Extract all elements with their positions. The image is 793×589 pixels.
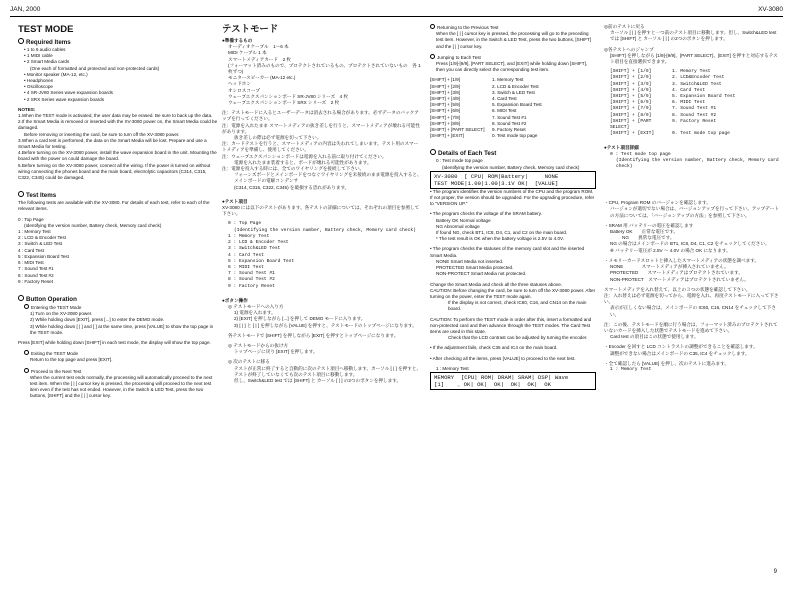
list-item: 6 : MIDI Test — [18, 260, 44, 266]
detail-text: Battery OK 正常な電圧です。 — [610, 229, 679, 235]
detail-text: ※ バッテリー電圧が 2.5V 〜 4.0V の場合 OK になります。 — [610, 247, 731, 253]
en-button-heading: Button Operation — [18, 295, 218, 304]
circle-bullet-icon — [18, 295, 24, 301]
table-row: [SHIFT] + [PART SELECT] 9. Factory Reset — [430, 127, 526, 133]
table-row: [SHIFT] + [8/9] 8. Sound Test #2 — [430, 120, 527, 126]
header-model: XV-3080 — [758, 6, 783, 13]
table-row: [SHIFT] + [EXIT] 0. Test mode top page — [430, 133, 538, 139]
detail-text: If the display is not correct, check IC60, C16, and CN14 on the main board. — [448, 300, 587, 312]
table-row: [SHIFT] + [EXIT] 0. Test mode top page — [610, 131, 730, 137]
detail-text: • The program checks the voltage of the SRAM battery. — [430, 211, 542, 217]
en-detail-points — [430, 189, 596, 372]
lcd-display-top-page — [430, 171, 596, 189]
detail-text: NG Abnormal voltage — [436, 223, 480, 229]
detail-text: 注：入れ替えは必ず電源を切ってから、電源を入れ、再度テストモードに入って下さい。 — [604, 292, 779, 305]
jp-detail-points — [604, 200, 780, 373]
table-row: [SHIFT] + [5/9] 5. Expansion Board Test — [610, 94, 736, 100]
list-item: 3 : Switch&LED Test — [228, 246, 281, 252]
jp-testitems-intro: XV-3080 には以下のテストがあります。各テストの詳細については、それぞれの項目を参照して下さい。 — [222, 205, 420, 217]
list-item: • 1 MIDI cable — [24, 53, 53, 59]
note: 注：ウェーブエクスパンションボードは電源を入れる前に取り付けてください。 — [222, 153, 387, 159]
list-item: ヘッドホン — [228, 81, 251, 87]
jp-exiting-text: トップページに戻り [EXIT] を押します。 — [234, 349, 318, 355]
list-item: • Monitor speaker (MA-12, etc.) — [24, 71, 88, 77]
table-row: [SHIFT] + [3/9] 3. Switch & LED Test — [430, 89, 535, 95]
detail-text: • If the adjustment fails, check C35 and IC4 on the main board. — [430, 345, 558, 351]
table-row: [SHIFT] + [2/9] 2. LCD&Encoder Test — [610, 75, 725, 81]
list-item: 2 : LCD & Encoder Test — [228, 240, 289, 246]
jp-exiting-heading: ◎ テストモードからの抜け方 — [228, 342, 289, 348]
lcd-display-memory-test — [430, 372, 596, 390]
column-en-left — [18, 24, 218, 579]
page-header — [10, 6, 783, 16]
jp-required-list — [222, 44, 422, 106]
table-row: [SHIFT] + [8/9] 8. Sound Test #2 — [610, 112, 717, 118]
table-row: [SHIFT] + [4/9] 4. Card Test — [610, 87, 706, 93]
step: 3) While holding down [ | ] and [ ] at the same time, press [VALUE] to show the top page in the TEST mode. — [30, 323, 214, 335]
table-row: [SHIFT] + [1/9] 1. Memory Test — [430, 77, 524, 83]
en-required-list — [18, 47, 218, 103]
en-return-heading: Returning to the Previous Test — [430, 24, 596, 31]
list-item: スマートメディアカード 2 枚 — [228, 56, 291, 62]
circle-bullet-icon — [430, 24, 435, 29]
en-exiting-heading: Exiting the TEST Mode — [18, 350, 218, 357]
list-item: 4 : Card Test — [228, 252, 264, 258]
detail-text: • After checking all the items, press [VALUE] to proceed to the next test. — [430, 355, 576, 361]
detail-text: Check that the LCD contrast can be adjusted by turning the encoder. — [448, 335, 588, 341]
list-item: 2 : LCD & Encoder Test — [18, 235, 66, 241]
en-notes-list — [18, 113, 218, 181]
list-item: 7 : Sound Test #1 — [18, 266, 54, 272]
en-entering-note: Press [EXIT] while holding down [SHIFT] in each test mode, the display will show the top page. — [18, 339, 211, 345]
detail-text: NONE Smart Media not inserted. — [436, 258, 504, 264]
step: 2) While holding down [EXIT], press [...] to enter the DEMO mode. — [30, 317, 165, 323]
table-row: [SHIFT] + [2/9] 2. LCD & Encoder Test — [430, 83, 539, 89]
jp-proceed-text2: 但し、Switch&LED test では [SHIFT] と カーソル [ | ] の2つのボタンを押します。 — [234, 377, 402, 383]
list-item: MIDI ケーブル 1 本 — [228, 50, 267, 56]
jp-required-heading: ●準備するもの — [222, 38, 253, 43]
list-item: • 2 SRX Series wave expansion boards — [24, 96, 105, 102]
jp-proceed-text: テストが正常に終了すると自動的に次のテスト項目へ移動します。カーソル [ | ] を押すと、テストが終了していなくても次のテスト項目に移動します。 — [234, 365, 422, 377]
column-en-right — [430, 24, 596, 579]
en-details-heading: Details of Each Test — [430, 149, 596, 158]
jp-testitems-heading: ●テスト項目 — [222, 198, 248, 204]
note: Before removing or inserting the card, be sure to turn off the XV-3080 power. — [24, 131, 180, 137]
en-required-heading: Required Items — [18, 38, 218, 47]
lcd-line: MEMORY [CPU| ROM| DRAM| SRAM| DSP| Wave — [434, 373, 569, 381]
list-item: モニタースピーカー (MA-12 etc.) — [228, 75, 296, 81]
list-item: (Identifying the version number, Battery check, Memory card check) — [234, 227, 416, 233]
lcd-line: [1] ｡ OK| OK| OK| OK| OK| OK — [434, 380, 551, 388]
en-proceed-heading: Proceed to the Next Test — [18, 368, 218, 375]
list-item: 3 : Switch & LED Test — [18, 241, 63, 247]
detail-text: NG の場合はメインボードの BT1, IC8, D4, C1, C2 をチェックしてください。 — [610, 241, 770, 247]
en-jump-text: Press [1/9]-[9/9], [PART SELECT], and [EXIT] while holding down [SHIFT], then you can directly select the corresponding test item. — [436, 61, 588, 73]
list-item: ウェーブエクスパンションボード SRX シリーズ 2 枚 — [228, 100, 340, 106]
note: 注：テストモードに入るとユーザーデータは消去される場合があります。必ずデータのバックアップを行ってください。 — [222, 110, 419, 122]
detail-text: Card test の項目はこの状態で使用します。 — [610, 334, 699, 340]
detail-text: Change the Smart Media and check all the three statuses above. — [430, 281, 563, 287]
list-item: 4 : Card Test — [18, 247, 44, 253]
detail-text: バージョンが適切でない場合は、バージョンアップを行って下さい。アップデートの方法については、「バージョンアップの方法」を参照して下さい。 — [610, 206, 779, 218]
lcd-line: XV-3080 [ CPU| ROM|Battery| NONE — [434, 172, 559, 180]
list-item: 0 : Top Page — [228, 221, 262, 227]
detail-text: NG 異常な電圧です。 — [622, 235, 675, 241]
list-item: 8 : Sound Test #2 — [18, 272, 54, 278]
en-jump-heading: Jumping to Each Test — [430, 54, 596, 61]
table-row: [SHIFT] + [1/9] 1. Memory Test — [610, 69, 711, 75]
detail-text: Battery OK Normal voltage — [436, 217, 491, 223]
list-item: (フォーマット済みのもので、プロテクトされているもの、プロテクトされていないもの 各 1 枚ずつ) — [228, 62, 421, 75]
jp-details-heading: ●テスト項目詳細 — [604, 145, 639, 151]
list-item: • Headphones — [24, 78, 53, 84]
list-item: オーディオケーブル 1〜6 本 — [228, 44, 289, 50]
detail-text: NON-PROTECT スマートメディアはプロテクトされていません。 — [610, 276, 749, 282]
en-testitems-intro: The following tests are available with the XV-3080. For details of each test, refer to each of the relevant items. — [18, 200, 210, 212]
note: 3.When a card test is performed, the data on the Smart Media will be lost. Prepare and use a Smart Media for testing. — [18, 137, 207, 150]
jp-title: テストモード — [222, 24, 279, 35]
list-item: 8 : Sound Test #2 — [228, 277, 275, 283]
circle-bullet-icon — [430, 54, 435, 59]
note: 注：電源を入れたまま スマートメディアの抜き差しを行うと、スマートメディアが壊れる可能性があります。 — [222, 122, 420, 134]
column-jp-left — [222, 24, 422, 579]
jp-jump-table — [604, 69, 780, 137]
detail-text: PROTECTED スマートメディアはプロテクトされています。 — [610, 270, 743, 276]
list-item: • Oscilloscope — [24, 84, 53, 90]
detail-text: NONE スマートメディアが挿入されていません。 — [610, 264, 729, 270]
jp-notes-list — [222, 110, 422, 191]
step: 1) Turn on the XV-3080 power. — [30, 311, 93, 317]
page-number: 9 — [773, 569, 777, 575]
table-row: [SHIFT] + [PART SELECT] 9. Factory Reset — [610, 118, 717, 131]
detail-text: * The test result is OK when the battery voltage is 2.5V to 4.0V. — [436, 236, 564, 242]
note: (C314, C315, C322, C345) を破損する恐れがあります。 — [234, 184, 350, 190]
detail-text: If found NG, check BT1, IC8, D4, C1, and C2 on the main board. — [436, 230, 568, 236]
list-item: 0 : Top Page — [18, 216, 44, 222]
detail-text: スマートメディアを入れ替えて、以上の３つの状態を確認して下さい。 — [604, 286, 751, 292]
header-rule — [10, 16, 783, 17]
jp-entering-heading: ◎ テストモードへの入り方 — [228, 303, 284, 309]
list-item: 7 : Sound Test #1 — [228, 271, 275, 277]
header-date: JAN, 2000 — [10, 6, 41, 13]
detail-text: ・Encoder を回すと LCD コントラストの調整ができることを確認します。 — [604, 344, 758, 350]
jp-prev-text: カーソル [ | ] を押すと一つ前のテスト項目に移動します。但し、Switch&LED test では [SHIFT] と カーソル [ | ] の2つのボタンを押します。 — [610, 30, 777, 42]
jp-jump-text: [SHIFT] を押しながら [1/9]-[9/9]、[PART SELECT]、[EXIT] を押すと対応するテスト項目を直接選択できます。 — [610, 52, 778, 65]
note: 注：カードテストを行うと、スマートメディアの内容は失われてしまいます。テスト用のスマートメディアを準備し、使用してください。 — [222, 141, 419, 153]
detail-text: • The program checks the statuses of the memory card slot and the inserted Smart Media. — [430, 246, 585, 258]
circle-bullet-icon — [18, 38, 24, 44]
list-item: 1 : Memory Test — [228, 233, 270, 239]
list-item: 5 : Expansion Board Test — [18, 253, 69, 259]
detail-text: CAUTION: Before changing the card, be sure to turn off the XV-3080 power. After turning on the power, enter the TEST mode again. — [430, 287, 596, 299]
list-item: • 1 to 6 audio cables — [24, 47, 66, 52]
step: 1) 電源を入れます。 — [234, 310, 276, 316]
list-item: 5 : Expansion Board Test — [228, 258, 295, 264]
detail-text: 1 : Memory Test — [436, 365, 469, 371]
detail-text: • The program identifies the version numbers of the CPU and the program ROM. If not proper, the version should be upgraded. For the upgrading procedure, refer to "VERSION UP." — [430, 188, 595, 207]
note: 電源を入れたまま装着すると、ボードが壊れる可能性があります。 — [234, 159, 372, 165]
step: 2) [EXIT] を押しながら [...] を押して DEMO モードに入ります。 — [234, 316, 366, 322]
table-row: [SHIFT] + [4/9] 4. Card Test — [430, 96, 517, 102]
detail-text: 1 : Memory Test — [610, 366, 652, 372]
table-row: [SHIFT] + [6/9] 6. MIDI Test — [430, 108, 517, 114]
detail-text: ・メモリーカードスロットと挿入したスマートメディアの状態を調べます。 — [604, 257, 760, 263]
detail-text: ・全て確認したら [VALUE] を押し、次のテストに進みます。 — [604, 360, 729, 366]
detail-text: PROTECTED Smart Media protected. — [436, 265, 514, 271]
detail-text: ・SRAM 用 バッテリーの電圧を確認します — [604, 222, 694, 228]
detail-text: 注：この後、テストモードを順に行う場合は、フォーマット済みのプロテクトされていないカードを挿入した状態でテストモードを進めて下さい。 — [604, 321, 778, 333]
circle-bullet-icon — [24, 304, 29, 309]
note: 1.When the TEST mode is activated, the user data may be erased. Be sure to back up the data. — [18, 113, 213, 119]
table-row: [SHIFT] + [6/9] 6. MIDI Test — [610, 100, 706, 106]
column-jp-right — [604, 24, 780, 564]
jp-entering-note: 各テストモードで [SHIFT] を押しながら [EXIT] を押すとトップページになります。 — [228, 332, 399, 338]
note: 抜き差しの際は必ず電源を切って下さい。 — [234, 135, 322, 141]
jp-testitems-list — [222, 221, 422, 289]
list-item: 1 : Memory Test — [18, 229, 51, 235]
list-item: • 2 Smart Media cards — [24, 59, 70, 65]
table-row: [SHIFT] + [3/9] 3. Switch&LED Test — [610, 81, 722, 87]
note: 2.If the Smart Media is removed or inserted with the XV-3080 power on, the Smart Media could be damaged. — [18, 119, 218, 131]
note: 注：電源を投入する時には、全てのワイヤリングを接続して下さい。 — [222, 166, 365, 172]
table-row: [SHIFT] + [7/9] 7. Sound Test #1 — [610, 106, 717, 112]
jp-button-heading: ●ボタン操作 — [222, 297, 248, 303]
list-item: 9 : Factory Reset — [228, 283, 275, 289]
en-entering-heading: Entering the TEST Mode — [18, 304, 218, 311]
detail-text: 表示が正しくない場合は、メインボードの IC60, C16, CN14 をチェックして下さい。 — [610, 305, 776, 317]
jp-proceed-heading: ◎ 次のテストに移る — [228, 359, 270, 365]
detail-text: CAUTION: To perform the TEST mode in order after this, insert a formatted and non-protected card and then advance through the TEST modes. The Card Test items are used in this state. — [430, 316, 592, 334]
detail-text: 調整ができない場合はメインボードの C35, IC4 をチェックします。 — [610, 350, 750, 356]
en-testitems-list — [18, 217, 218, 285]
list-item: ウェーブエクスパンションボード SR-JV80 シリーズ 4 枚 — [228, 93, 349, 99]
jp-details-top: 0 : Test mode top page — [610, 151, 671, 157]
en-title: TEST MODE — [18, 24, 74, 35]
step: 3) [ | ] と [ | ] を押しながら [VALUE] を押すと、テストモードのトップページになります。 — [234, 322, 417, 328]
note: 4.Before turning on the XV-3080 power, install the wave expansion board in the unit. Mounting the board with the power on could damage the board. — [18, 150, 217, 162]
list-item: (One each of formatted and protected and non-protected cards) — [30, 65, 160, 71]
en-details-top2: (Identifying the version number, Battery check, Memory card check) — [442, 164, 580, 170]
table-row: [SHIFT] + [7/9] 7. Sound Test #1 — [430, 114, 527, 120]
en-return-text: When the [ | ] cursor key is pressed, the processing will go to the preceding test item. However, in the Switch & LED Test, press the two buttons, [SHIFT] and the [ | ] cursor key. — [436, 31, 592, 49]
en-notes-heading: NOTES: — [18, 106, 36, 112]
circle-bullet-icon — [24, 368, 29, 373]
jp-prev-heading: ◎前のテストに戻る — [604, 24, 645, 29]
note: フォーンズボードとメインボードをつなぐワイヤリングを未接続のまま電源を投入すると、メインボードの電解コンデンサ — [234, 172, 422, 184]
circle-bullet-icon — [24, 350, 29, 355]
list-item: オシロスコープ — [228, 87, 260, 93]
table-row: [SHIFT] + [5/9] 5. Expansion Board Test — [430, 102, 542, 108]
detail-text: NON-PROTECT Smart Media not protected. — [436, 271, 527, 277]
lcd-line: TEST MODE|1.00|1.00|3.1V OK| [VALUE] — [434, 179, 559, 187]
en-testitems-heading: Test Items — [18, 191, 218, 200]
note: 5.Before turning on the XV-3080 power, connect all the wiring. If the power is turned on without wiring connecting the phones board and the main board, electrolytic capacitors (C314, C315, C322, C345) could be damaged. — [18, 162, 211, 181]
circle-bullet-icon — [430, 149, 436, 155]
list-item: 6 : MIDI Test — [228, 264, 264, 270]
list-item: 9 : Factory Reset — [18, 278, 53, 284]
en-details-top: 0 : Test mode top page — [436, 158, 483, 164]
jp-details-top2: (Identifying the version number, Battery check, Memory card check) — [616, 157, 779, 170]
list-item: • 4 SR-JV80 Series wave expansion boards — [24, 90, 113, 96]
en-jump-table — [430, 77, 596, 139]
en-proceed-text: When the current test ends normally, the processing will automatically proceed to the next test item. When the [ | ] cursor key is pressed, the processing will proceed to the next test item even if the test has not ended. However, in the Switch & LED Test, press the two buttons, [SHIFT] and the [ | ] cursor key. — [30, 374, 213, 399]
list-item: (Identifying the version number, Battery check, Memory card check) — [24, 222, 162, 228]
circle-bullet-icon — [18, 191, 24, 197]
en-exiting-text: Return to the top page and press [EXIT]. — [30, 357, 113, 363]
jp-jump-heading: ◎各テストへのジャンプ — [604, 46, 654, 52]
detail-text: ・CPU, Program ROM のバージョンを確認します。 — [604, 200, 711, 206]
